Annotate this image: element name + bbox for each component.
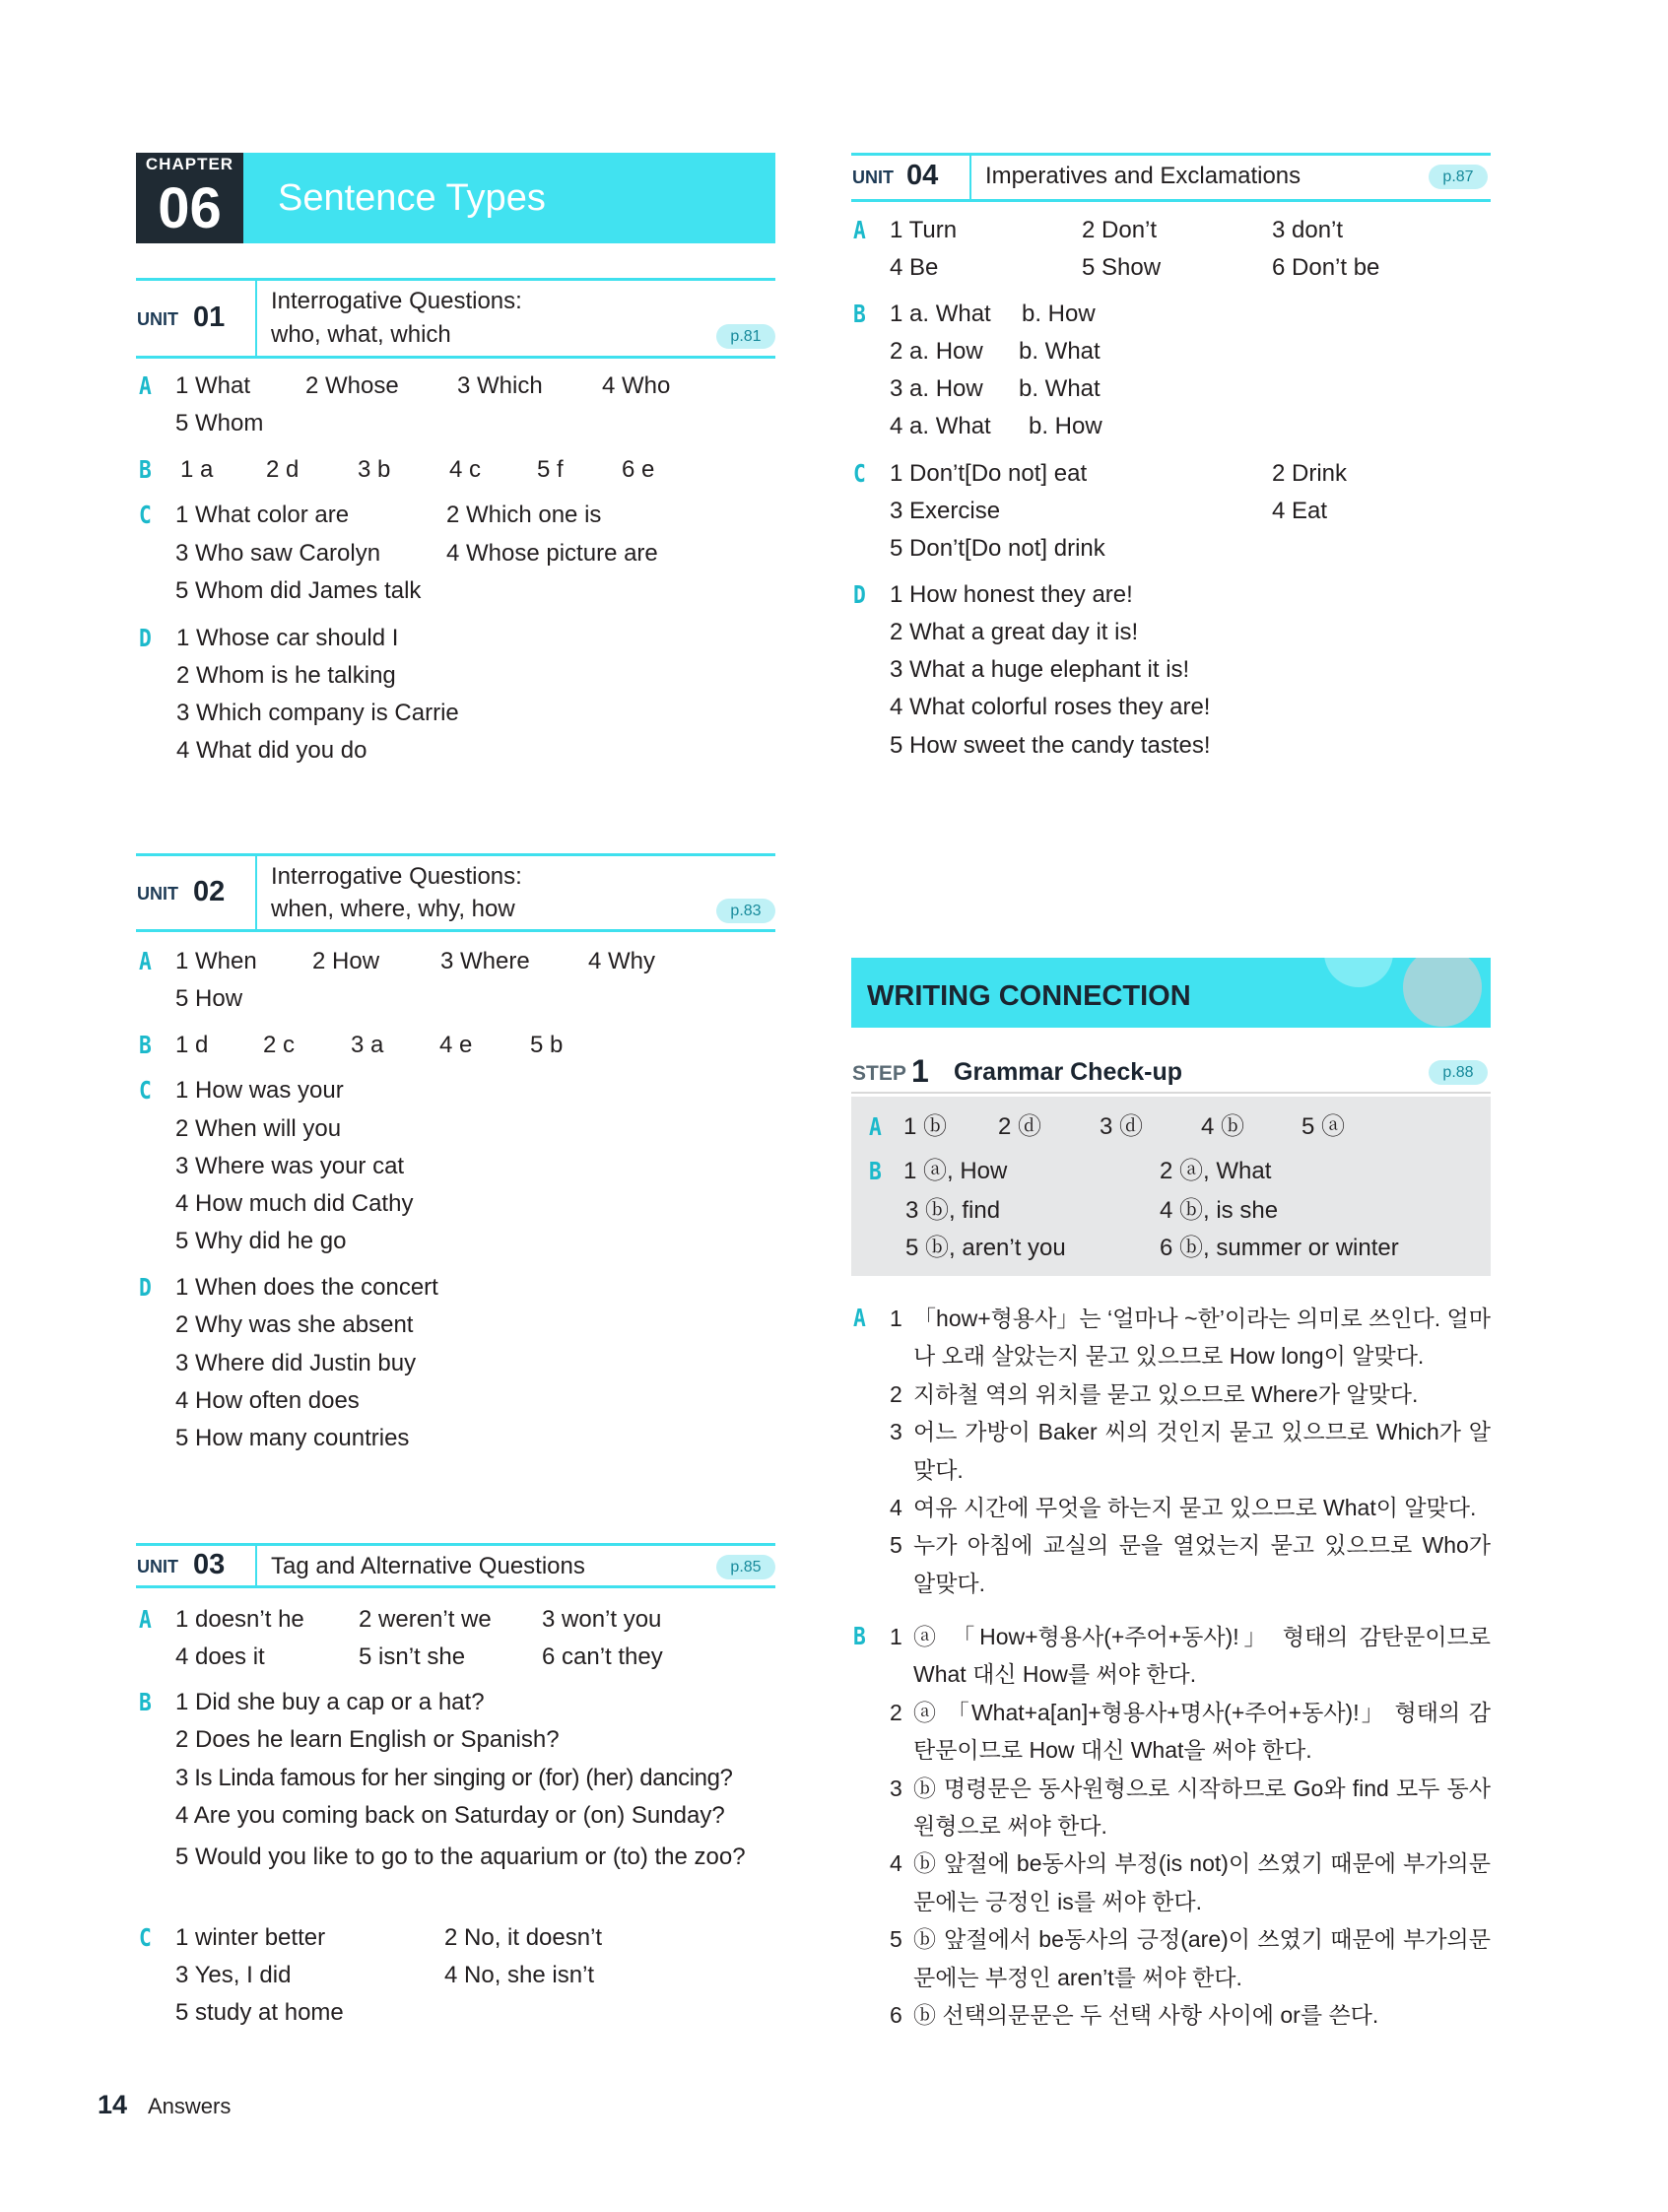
decorative-circle [1403,958,1482,1027]
explanation-item [890,1770,1491,1845]
unit02-title-line1: Interrogative Questions: [271,863,522,890]
answer-item: 3 Which company is Carrie [176,700,459,726]
answer-item: 1 winter better [175,1924,326,1951]
answer-item: 6 ⓑ, summer or winter [1160,1235,1399,1261]
answer-item: 5 How many countries [175,1425,410,1451]
decorative-circle [1324,958,1393,987]
explanation-number: 3 [890,1419,902,1445]
step-title: Grammar Check-up [954,1058,1183,1086]
unit03-divider [255,1546,257,1585]
answer-item: 2 d [266,456,300,483]
unit04-top-rule [851,153,1491,156]
answer-item: 2 ⓓ [998,1113,1042,1140]
section-letter-c: C [139,501,152,529]
explanation-item [890,1694,1491,1770]
step-number: 1 [911,1053,929,1089]
explanation-number: 3 [890,1775,902,1801]
explanation-item [890,1413,1491,1489]
section-letter-c: C [853,459,866,488]
section-letter-c: C [139,1923,152,1952]
answer-item: 5 Don’t[Do not] drink [890,535,1105,562]
answer-item: 5 Why did he go [175,1228,347,1254]
answer-item: 1 ⓐ, How [903,1158,1008,1184]
unit04-divider [969,156,971,199]
unit04-bottom-rule [851,199,1491,202]
answer-item: 3 Who saw Carolyn [175,540,381,567]
explanation-text: ⓑ 선택의문문은 두 선택 사항 사이에 or를 쓴다. [913,2002,1379,2029]
chapter-label: CHAPTER [145,155,234,173]
unit02-divider [255,856,257,929]
answer-item: b. How [1029,413,1102,439]
answer-item: 3 b [358,456,391,483]
explanation-number: 5 [890,1532,902,1559]
answer-item: 5 study at home [175,1999,344,2026]
explanation-number: 1 [890,1306,902,1331]
answer-item: 5 Whom did James talk [175,577,422,604]
explanation-text: ⓐ 「What+a[an]+형용사+명사(+주어+동사)!」 형태의 감탄문이므로 How 대신 What을 써야 한다. [913,1699,1491,1764]
answer-item: 2 c [263,1032,296,1058]
chapter-title: Sentence Types [278,177,546,219]
step-rule [851,1092,1491,1094]
unit03-title: Tag and Alternative Questions [271,1553,585,1579]
answer-item: 4 does it [175,1643,265,1670]
explanation-item [890,1375,1491,1413]
unit01-title-line2: who, what, which [271,321,451,348]
answer-item: 5 Would you like to go to the aquarium or (to) the zoo? [175,1843,746,1870]
answer-item: 2 Does he learn English or Spanish? [175,1726,560,1753]
answer-item: 5 How [175,985,243,1012]
answer-item: 3 Where was your cat [175,1153,405,1179]
writing-connection-title: WRITING CONNECTION [867,980,1191,1012]
explanation-item [890,1300,1491,1375]
section-letter-b: B [139,1031,152,1059]
answer-item: 2 No, it doesn’t [444,1924,603,1951]
chapter-number: 06 [158,176,222,240]
unit02-number: 02 [193,876,226,907]
section-letter-a: A [139,947,152,975]
unit03-label: UNIT [137,1557,178,1576]
answer-item: 3 Where did Justin buy [175,1350,417,1376]
chapter-title-band [243,153,775,243]
answer-item: 4 What did you do [176,737,367,764]
answer-item: 4 Why [588,948,656,974]
answer-item: 4 Are you coming back on Saturday or (on) Sunday? [175,1802,725,1829]
answer-item: 1 a. What [890,301,991,327]
answer-item: 4 ⓑ, is she [1160,1197,1279,1224]
answer-item: 2 Why was she absent [175,1311,414,1338]
explanation-number: 2 [890,1699,902,1725]
unit04-label: UNIT [852,168,894,187]
answer-item: 1 How honest they are! [890,581,1133,608]
answer-item: 4 What colorful roses they are! [890,694,1211,720]
unit02-label: UNIT [137,884,178,904]
section-letter-d: D [139,1273,152,1302]
unit02-title-line2: when, where, why, how [271,896,515,922]
answer-item: 4 c [449,456,482,483]
explanation-item [890,1618,1491,1694]
answer-item: 2 When will you [175,1115,342,1142]
answer-item: 6 can’t they [542,1643,663,1670]
unit01-divider [255,281,257,356]
answer-item: 5 How sweet the candy tastes! [890,732,1211,759]
section-letter-b: B [853,300,866,328]
explanation-text: ⓑ 명령문은 동사원형으로 시작하므로 Go와 find 모두 동사원형으로 써야 한다. [913,1775,1491,1840]
answer-item: 5 ⓑ, aren’t you [905,1235,1066,1261]
explanation-text: 어느 가방이 Baker 씨의 것인지 묻고 있으므로 Which가 알맞다. [913,1419,1491,1483]
answer-item: 3 Which [457,372,543,399]
answer-item: 2 a. How [890,338,983,365]
unit01-top-rule [136,278,775,281]
unit03-bottom-rule [136,1585,775,1588]
step-page-ref: p.88 [1429,1060,1488,1085]
answer-item: 3 What a huge elephant it is! [890,656,1190,683]
answer-item: 4 How much did Cathy [175,1190,414,1217]
unit02-top-rule [136,853,775,856]
explanation-item [890,1489,1491,1526]
explanation-number: 2 [890,1380,902,1407]
unit02-bottom-rule [136,929,775,932]
unit04-title: Imperatives and Exclamations [985,163,1301,189]
answer-item: 4 a. What [890,413,991,439]
unit01-number: 01 [193,302,226,333]
explanation-number: 1 [890,1624,902,1649]
answer-item: 2 weren’t we [359,1606,492,1633]
answer-item: 2 How [312,948,380,974]
step-label: STEP [852,1062,906,1085]
answer-item: 1 d [175,1032,209,1058]
explanation-item [890,1920,1491,1996]
answer-item: 1 What color are [175,502,350,528]
answer-item: 3 a [351,1032,384,1058]
explanation-number: 4 [890,1495,902,1521]
section-letter-a: A [139,1605,152,1634]
answer-item: b. What [1019,338,1101,365]
answer-item: 5 ⓐ [1301,1113,1346,1140]
unit03-page-ref: p.85 [716,1555,775,1579]
answer-item: 3 Where [440,948,530,974]
unit03-number: 03 [193,1549,226,1580]
section-letter-b: B [139,455,152,484]
unit01-label: UNIT [137,309,178,329]
explanation-text: 지하철 역의 위치를 묻고 있으므로 Where가 알맞다. [913,1380,1419,1407]
unit04-number: 04 [906,160,939,191]
answer-item: 1 doesn’t he [175,1606,304,1633]
explanation-text: 여유 시간에 무엇을 하는지 묻고 있으므로 What이 알맞다. [913,1495,1477,1521]
explanation-number: 6 [890,2002,902,2029]
unit04-page-ref: p.87 [1429,165,1488,189]
section-letter-d: D [139,624,152,652]
explanation-number: 5 [890,1926,902,1953]
section-letter-d: D [853,580,866,609]
section-letter-b: B [869,1157,882,1185]
unit01-bottom-rule [136,356,775,359]
answer-item: 4 Who [602,372,671,399]
answer-item: 4 e [439,1032,473,1058]
footer-label: Answers [148,2094,232,2118]
answer-item: 4 No, she isn’t [444,1962,595,1988]
answer-item: 5 Show [1082,254,1162,281]
answer-item: 4 ⓑ [1201,1113,1245,1140]
answer-item: 3 don’t [1272,217,1344,243]
section-letter-c: C [139,1076,152,1105]
answer-item: 3 Is Linda famous for her singing or (for) (her) dancing? [175,1765,733,1791]
answer-item: 2 Don’t [1082,217,1158,243]
answer-item: b. What [1019,375,1101,402]
explanation-list-a [890,1300,1491,1602]
answer-item: 3 ⓓ [1100,1113,1144,1140]
answer-item: 2 What a great day it is! [890,619,1139,645]
answer-item: 3 Yes, I did [175,1962,292,1988]
answer-item: 4 Be [890,254,939,281]
explanation-text: ⓑ 앞절에서 be동사의 긍정(are)이 쓰였기 때문에 부가의문문에는 부정인 aren’t를 써야 한다. [913,1926,1491,1990]
page-number: 14 [98,2090,128,2119]
explanation-text: ⓐ 「How+형용사(+주어+동사)!」 형태의 감탄문이므로 What 대신 How를 써야 한다. [913,1624,1491,1688]
answer-item: 2 ⓐ, What [1160,1158,1272,1184]
unit01-page-ref: p.81 [716,324,775,349]
explanation-letter-a: A [853,1304,866,1332]
answer-item: 1 How was your [175,1077,344,1104]
answer-item: 4 How often does [175,1387,360,1414]
writing-connection-banner [851,958,1491,1028]
answer-item: 2 Whose [305,372,399,399]
answer-item: 3 a. How [890,375,983,402]
explanation-item [890,1844,1491,1920]
explanation-text: 「how+형용사」는 ‘얼마나 ~한’이라는 의미로 쓰인다. 얼마나 오래 살았는지 묻고 있으므로 How long이 알맞다. [913,1306,1491,1370]
answer-item: 3 Exercise [890,498,1001,524]
answer-item: 1 a [180,456,214,483]
unit01-title-line1: Interrogative Questions: [271,288,522,314]
answer-item: 1 ⓑ [903,1113,948,1140]
answer-item: 5 Whom [175,410,264,436]
chapter-badge [136,153,243,243]
answer-item: 2 Drink [1272,460,1348,487]
explanation-item [890,1996,1491,2034]
unit02-page-ref: p.83 [716,899,775,923]
explanation-text: 누가 아침에 교실의 문을 열었는지 묻고 있으므로 Who가 알맞다. [913,1532,1491,1596]
answer-item: 3 won’t you [542,1606,662,1633]
answer-item: 5 isn’t she [359,1643,466,1670]
answer-item: 2 Which one is [446,502,602,528]
answer-item: 3 ⓑ, find [905,1197,1001,1224]
answer-item: 5 f [537,456,564,483]
answer-item: 4 Eat [1272,498,1328,524]
explanation-number: 4 [890,1850,902,1877]
explanation-list-b [890,1618,1491,2034]
section-letter-a: A [139,371,152,400]
answer-item: 2 Whom is he talking [176,662,396,689]
section-letter-b: B [139,1688,152,1716]
answer-item: 1 Did she buy a cap or a hat? [175,1689,485,1715]
explanation-item [890,1526,1491,1602]
explanation-letter-b: B [853,1622,866,1650]
answer-item: 1 When does the concert [175,1274,438,1301]
answer-item: 1 When [175,948,257,974]
answer-item: 4 Whose picture are [446,540,658,567]
answer-item: 5 b [530,1032,564,1058]
unit03-top-rule [136,1543,775,1546]
answer-item: 1 Whose car should I [176,625,399,651]
explanation-text: ⓑ 앞절에 be동사의 부정(is not)이 쓰였기 때문에 부가의문문에는 긍정인 is를 써야 한다. [913,1850,1491,1914]
section-letter-a: A [869,1112,882,1141]
answer-item: 1 Don’t[Do not] eat [890,460,1088,487]
answer-item: 1 Turn [890,217,958,243]
section-letter-a: A [853,216,866,244]
answer-item: 1 What [175,372,251,399]
answer-item: b. How [1022,301,1096,327]
answer-item: 6 e [622,456,655,483]
answer-item: 6 Don’t be [1272,254,1380,281]
